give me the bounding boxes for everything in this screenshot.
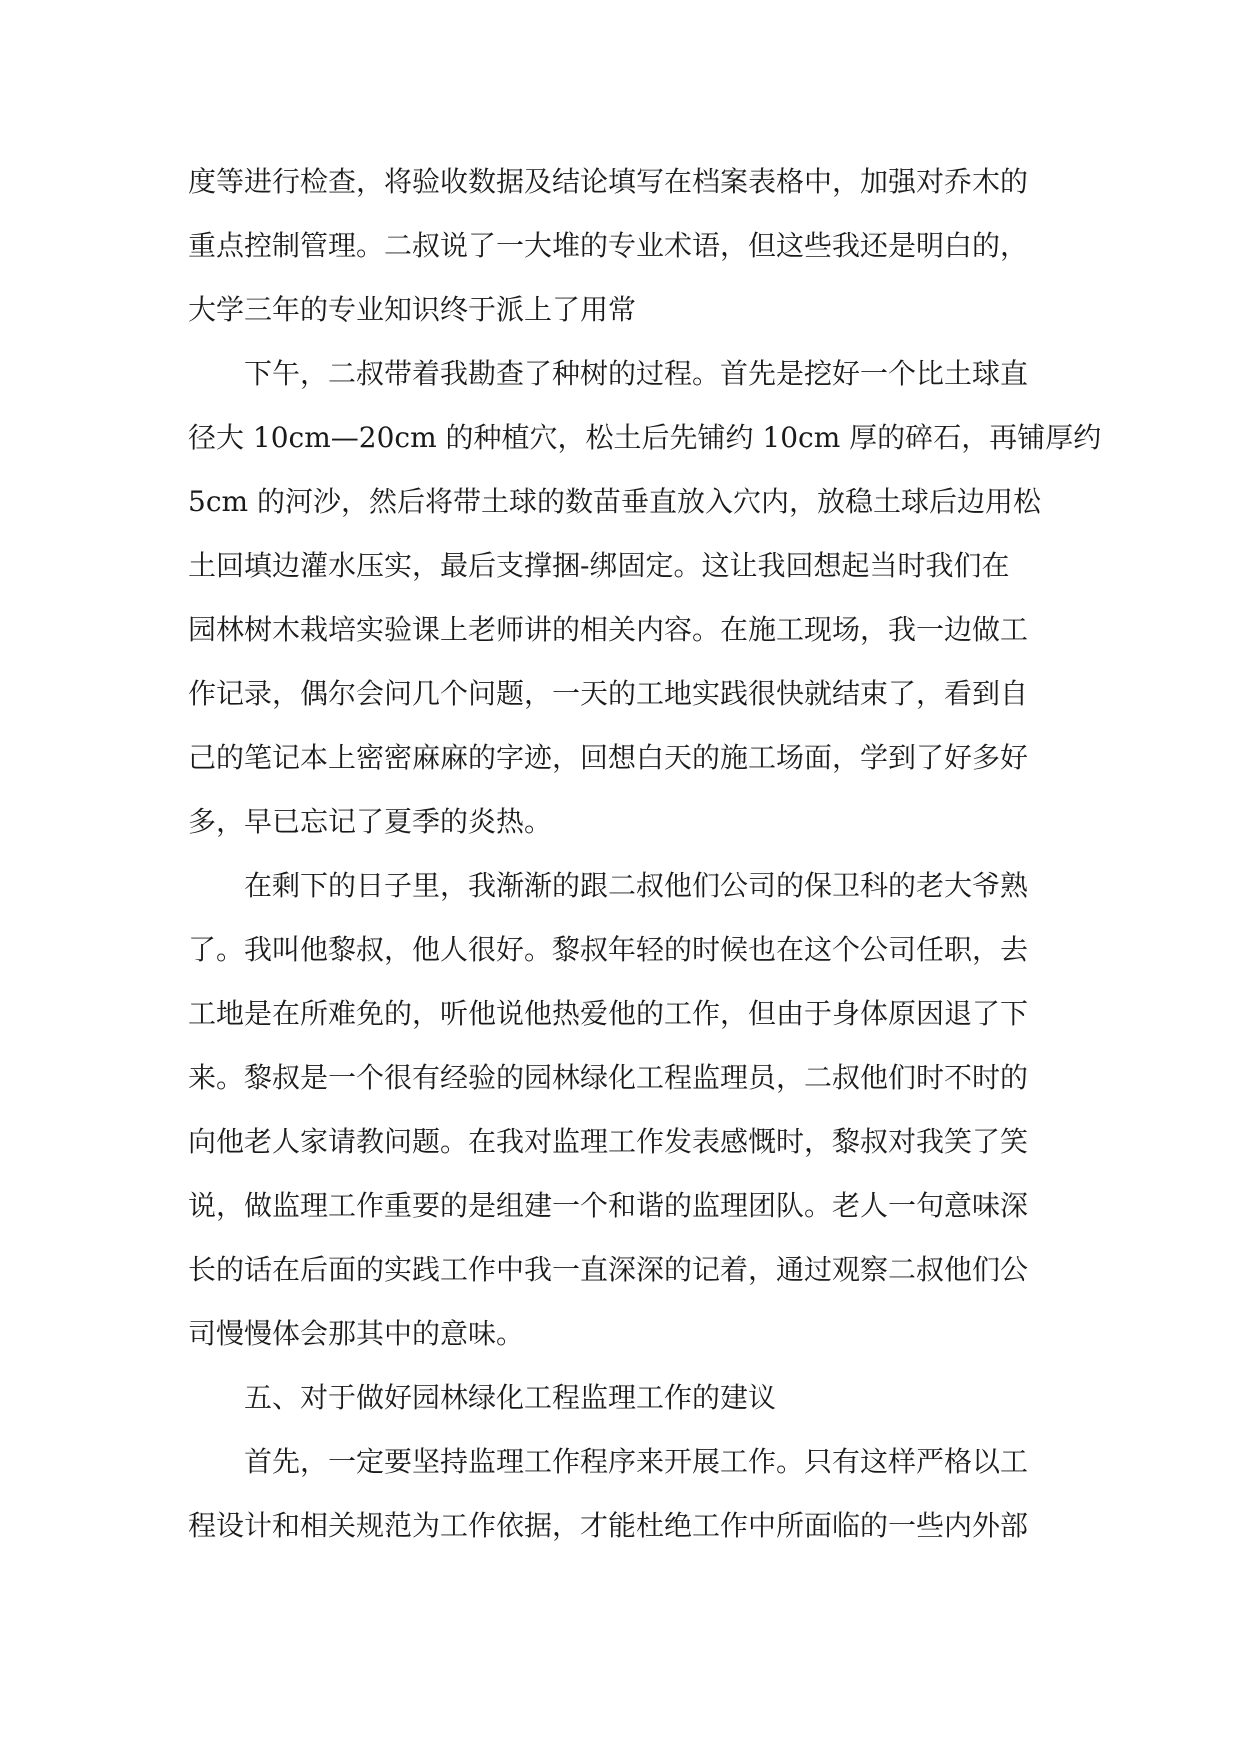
text-line: 向他老人家请教问题。在我对监理工作发表感慨时，黎叔对我笑了笑 xyxy=(188,1125,1029,1158)
text-line: 5cm 的河沙，然后将带土球的数苗垂直放入穴内，放稳土球后边用松 xyxy=(188,485,1041,518)
text-line: 多，早已忘记了夏季的炎热。 xyxy=(188,805,553,838)
text-line: 说，做监理工作重要的是组建一个和谐的监理团队。老人一句意味深 xyxy=(188,1189,1029,1222)
text-line: 大学三年的专业知识终于派上了用常 xyxy=(188,293,637,326)
paragraph-5 xyxy=(188,1430,1068,1558)
text-line: 作记录，偶尔会问几个问题，一天的工地实践很快就结束了，看到自 xyxy=(188,677,1029,710)
text-line: 了。我叫他黎叔，他人很好。黎叔年轻的时候也在这个公司任职，去 xyxy=(188,933,1029,966)
text-line: 在剩下的日子里，我渐渐的跟二叔他们公司的保卫科的老大爷熟 xyxy=(244,869,1029,902)
section-heading xyxy=(188,1366,1068,1430)
text-line: 土回填边灌水压实，最后支撑捆-绑固定。这让我回想起当时我们在 xyxy=(188,549,1010,582)
paragraph-2 xyxy=(188,342,1102,854)
text-line: 司慢慢体会那其中的意味。 xyxy=(188,1317,525,1350)
paragraph-3 xyxy=(188,854,1068,1366)
text-line: 程设计和相关规范为工作依据，才能杜绝工作中所面临的一些内外部 xyxy=(188,1509,1029,1542)
text-line: 下午，二叔带着我勘查了种树的过程。首先是挖好一个比土球直 xyxy=(244,357,1029,390)
paragraph-1 xyxy=(188,150,1068,342)
text-line: 重点控制管理。二叔说了一大堆的专业术语，但这些我还是明白的， xyxy=(188,229,1029,262)
document-body xyxy=(188,150,1102,1558)
text-line: 工地是在所难免的，听他说他热爱他的工作，但由于身体原因退了下 xyxy=(188,997,1029,1030)
text-line: 首先，一定要坚持监理工作程序来开展工作。只有这样严格以工 xyxy=(244,1445,1029,1478)
text-line: 长的话在后面的实践工作中我一直深深的记着，通过观察二叔他们公 xyxy=(188,1253,1029,1286)
text-line: 径大 10cm—20cm 的种植穴，松土后先铺约 10cm 厚的碎石，再铺厚约 xyxy=(188,421,1102,454)
heading-line: 五、对于做好园林绿化工程监理工作的建议 xyxy=(244,1381,777,1414)
text-line: 来。黎叔是一个很有经验的园林绿化工程监理员，二叔他们时不时的 xyxy=(188,1061,1029,1094)
text-line: 园林树木栽培实验课上老师讲的相关内容。在施工现场，我一边做工 xyxy=(188,613,1029,646)
text-line: 己的笔记本上密密麻麻的字迹，回想白天的施工场面，学到了好多好 xyxy=(188,741,1029,774)
text-line: 度等进行检查，将验收数据及结论填写在档案表格中，加强对乔木的 xyxy=(188,165,1029,198)
